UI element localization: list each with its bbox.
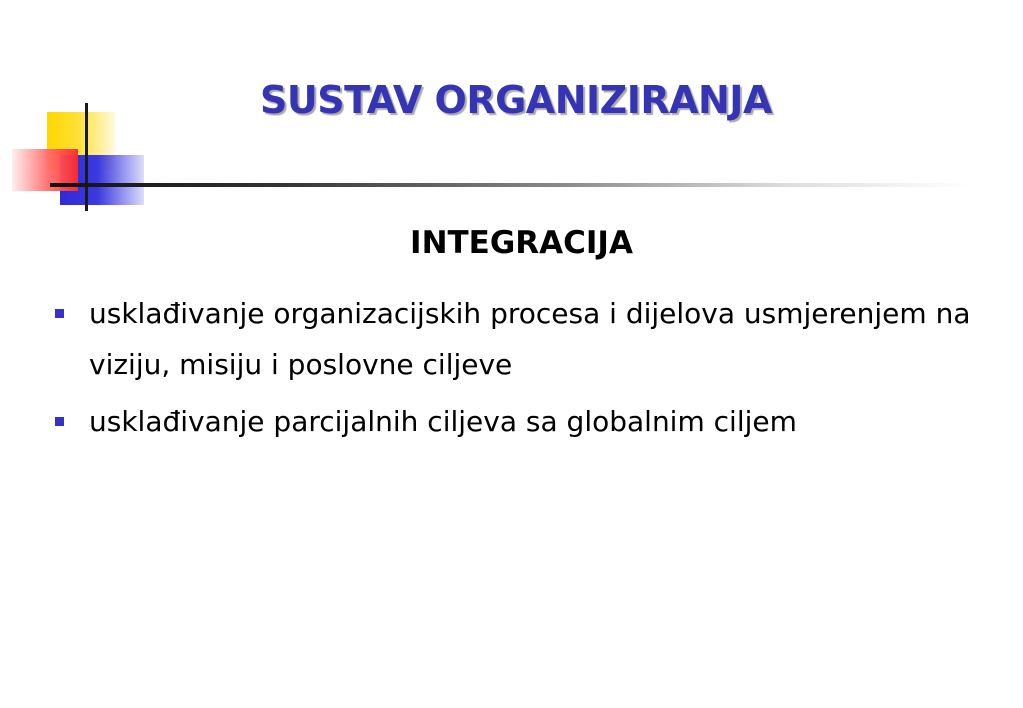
slide-subtitle: INTEGRACIJA <box>410 225 633 261</box>
bullet-text: usklađivanje parcijalnih ciljeva sa globalnim ciljem <box>89 405 797 438</box>
square-bullet-icon <box>55 417 64 426</box>
square-bullet-icon <box>55 309 64 318</box>
bullet-list <box>55 288 995 453</box>
title-underline-divider <box>50 183 970 187</box>
vertical-line-divider <box>85 103 88 211</box>
slide-title: SUSTAV ORGANIZIRANJA <box>260 78 772 122</box>
bullet-text: usklađivanje organizacijskih procesa i dijelova usmjerenjem na viziju, misiju i poslovne ciljeve <box>89 297 971 381</box>
decorative-squares-logo <box>0 0 160 220</box>
bullet-item <box>55 396 995 447</box>
bullet-item <box>55 288 995 390</box>
